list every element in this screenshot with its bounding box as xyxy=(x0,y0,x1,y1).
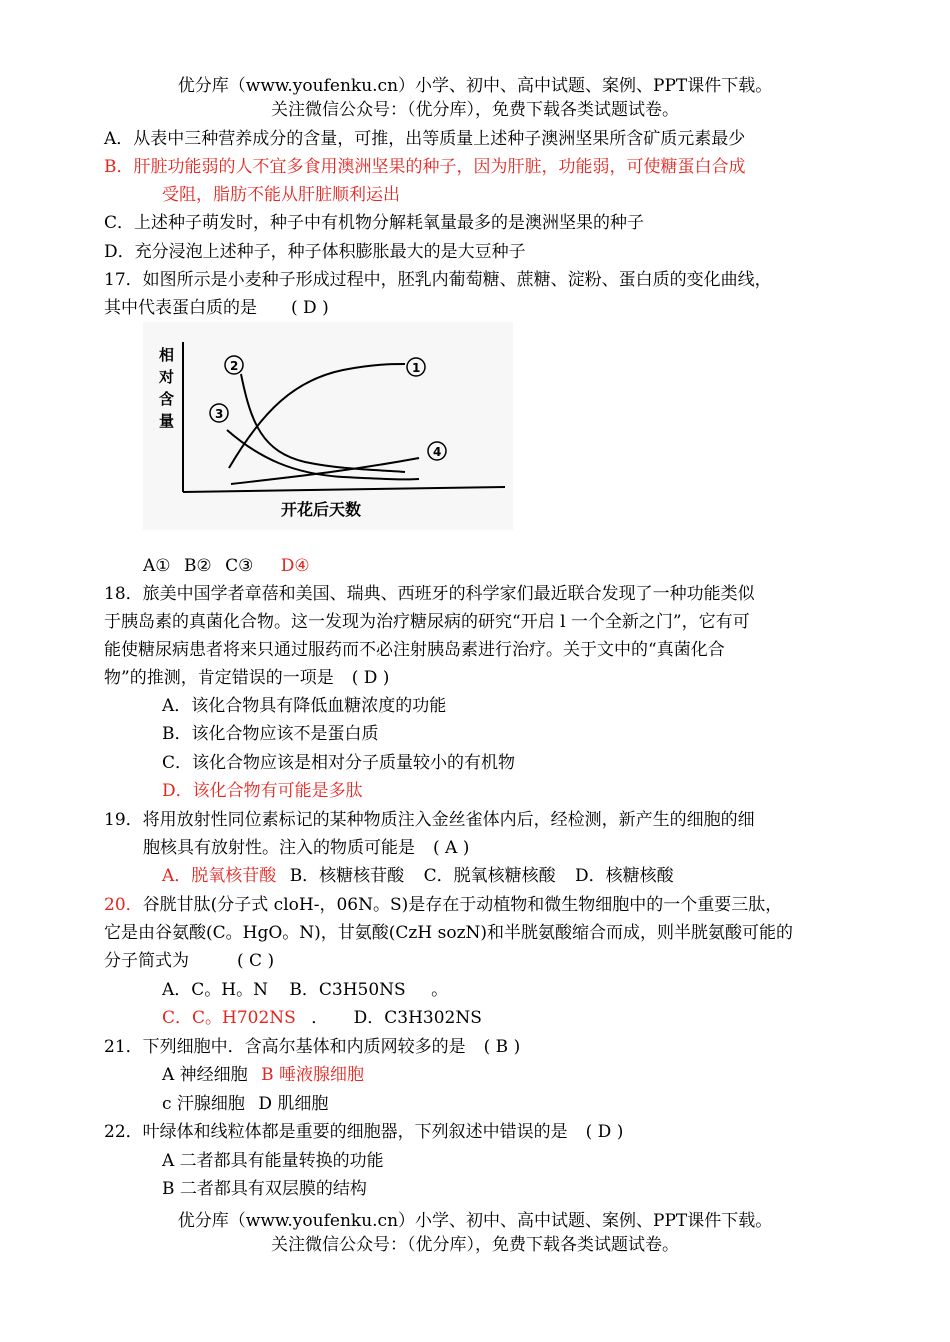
q19-stem-text: 胞核具有放射性。注入的物质可能是 xyxy=(143,838,415,858)
q17-option-a: A① xyxy=(143,556,171,576)
q18-stem-line3: 能使糖尿病患者将来只通过服药而不必注射胰岛素进行治疗。关于文中的“真菌化合 xyxy=(104,640,725,660)
q20-options-row1 xyxy=(162,978,448,1002)
q19-stem-line1: 19．将用放射性同位素标记的某种物质注入金丝雀体内后，经检测，新产生的细胞的细 xyxy=(104,810,755,830)
y-axis-label-2: 对 xyxy=(159,368,175,386)
q20-answer: ( C ) xyxy=(237,951,275,971)
q22-stem-text: 22．叶绿体和线粒体都是重要的细胞器，下列叙述中错误的是 xyxy=(104,1122,568,1142)
y-axis-label-3: 含 xyxy=(159,390,175,408)
q17-option-b: B② xyxy=(183,556,212,576)
q19-option-a: A．脱氧核苷酸 xyxy=(162,866,277,886)
header-line-2: 关注微信公众号：（优分库），免费下载各类试题试卷。 xyxy=(271,100,679,120)
q18-stem-line4 xyxy=(104,666,389,690)
q22-option-a: A 二者都具有能量转换的功能 xyxy=(162,1151,384,1171)
x-axis-label: 开花后天数 xyxy=(281,500,362,519)
q18-stem-text: 物”的推测，肯定错误的一项是 xyxy=(104,668,334,688)
y-axis-label-4: 量 xyxy=(159,412,175,430)
q19-option-d: D．核糖核酸 xyxy=(575,866,674,886)
q22-answer: ( D ) xyxy=(585,1122,624,1142)
q16-option-c: C．上述种子萌发时，种子中有机物分解耗氧量最多的是澳洲坚果的种子 xyxy=(104,213,645,233)
svg-text:4: 4 xyxy=(433,445,442,459)
q18-option-c: C．该化合物应该是相对分子质量较小的有机物 xyxy=(162,753,516,773)
q21-options-row2 xyxy=(162,1092,328,1116)
q20-stem-line1 xyxy=(104,893,782,917)
q18-option-d: D．该化合物有可能是多肽 xyxy=(162,781,363,801)
q21-options-row1 xyxy=(162,1063,364,1087)
q20-stem-text-1: 谷胱甘肽(分子式 cloH-，06N。S)是存在于动植物和微生物细胞中的一个重要三肽， xyxy=(142,895,783,915)
q16-option-b-line2: 受阻，脂肪不能从肝脏顺利运出 xyxy=(162,185,400,205)
y-axis-label-1: 相 xyxy=(159,346,175,364)
q17-options xyxy=(143,554,310,578)
q18-stem-line1: 18．旅美中国学者章蓓和美国、瑞典、西班牙的科学家们最近联合发现了一种功能类似 xyxy=(104,584,755,604)
q17-stem-line2 xyxy=(104,296,329,320)
footer-line-2: 关注微信公众号：（优分库），免费下载各类试题试卷。 xyxy=(271,1235,679,1255)
q21-stem xyxy=(104,1035,520,1059)
q21-answer: ( B ) xyxy=(483,1037,521,1057)
figure-background xyxy=(143,322,513,530)
q16-option-d: D．充分浸泡上述种子，种子体积膨胀最大的是大豆种子 xyxy=(104,242,526,262)
q21-option-d: D 肌细胞 xyxy=(258,1094,329,1114)
q22-stem xyxy=(104,1120,623,1144)
q21-option-c: c 汗腺细胞 xyxy=(162,1094,245,1114)
q20-option-a: A．C。H。N xyxy=(162,980,268,1000)
q17-curve-figure xyxy=(143,322,513,530)
q20-stem-line2: 它是由谷氨酸(C。HgO。N)，甘氨酸(CzH sozN)和半胱氨酸缩合而成，则半胱氨酸可能的 xyxy=(104,923,794,943)
q18-answer: ( D ) xyxy=(351,668,390,688)
q20-option-c: C．C。H702NS xyxy=(162,1008,296,1028)
curve-chart xyxy=(143,322,513,530)
q20-option-c-tail: ． xyxy=(311,1008,329,1028)
q17-stem-text: 其中代表蛋白质的是 xyxy=(104,298,257,318)
q20-options-row2 xyxy=(162,1006,482,1030)
q16-option-b-line1: B．肝脏功能弱的人不宜多食用澳洲坚果的种子，因为肝脏，功能弱，可使糖蛋白合成 xyxy=(104,157,746,177)
q21-option-a: A 神经细胞 xyxy=(162,1065,248,1085)
q18-option-a: A．该化合物具有降低血糖浓度的功能 xyxy=(162,696,447,716)
q21-stem-text: 21．下列细胞中．含高尔基体和内质网较多的是 xyxy=(104,1037,466,1057)
q22-option-b: B 二者都具有双层膜的结构 xyxy=(162,1179,367,1199)
q20-number: 20． xyxy=(104,895,143,915)
q16-option-a: A．从表中三种营养成分的含量，可推，出等质量上述种子澳洲坚果所含矿质元素最少 xyxy=(104,129,746,149)
header-line-1: 优分库（www.youfenku.cn）小学、初中、高中试题、案例、PPT课件下载。 xyxy=(177,76,773,96)
q19-option-b: B．核糖核苷酸 xyxy=(289,866,405,886)
q18-stem-line2: 于胰岛素的真菌化合物。这一发现为治疗糖尿病的研究“开启 l 一个全新之门”，它有可 xyxy=(104,612,750,632)
q20-stem-text-3: 分子简式为 xyxy=(104,951,189,971)
q20-stem-line3 xyxy=(104,949,274,973)
q17-answer: ( D ) xyxy=(291,298,329,318)
q17-option-d: D④ xyxy=(280,556,310,576)
q20-option-b-tail: 。 xyxy=(431,980,449,1000)
q19-stem-line2 xyxy=(143,836,469,860)
q17-option-c: C③ xyxy=(225,556,254,576)
q17-stem-line1: 17．如图所示是小麦种子形成过程中，胚乳内葡萄糖、蔗糖、淀粉、蛋白质的变化曲线， xyxy=(104,270,772,290)
q20-option-b: B．C3H50NS xyxy=(289,980,406,1000)
q21-option-b: B 唾液腺细胞 xyxy=(261,1065,364,1085)
q19-options xyxy=(162,864,674,888)
q20-option-d: D．C3H302NS xyxy=(353,1008,482,1028)
footer-line-1: 优分库（www.youfenku.cn）小学、初中、高中试题、案例、PPT课件下载。 xyxy=(177,1211,773,1231)
q18-option-b: B．该化合物应该不是蛋白质 xyxy=(162,724,379,744)
svg-text:2: 2 xyxy=(230,359,239,373)
svg-text:1: 1 xyxy=(412,361,421,375)
q19-option-c: C．脱氧核糖核酸 xyxy=(423,866,556,886)
q19-answer: ( A ) xyxy=(433,838,470,858)
svg-text:3: 3 xyxy=(215,407,224,421)
